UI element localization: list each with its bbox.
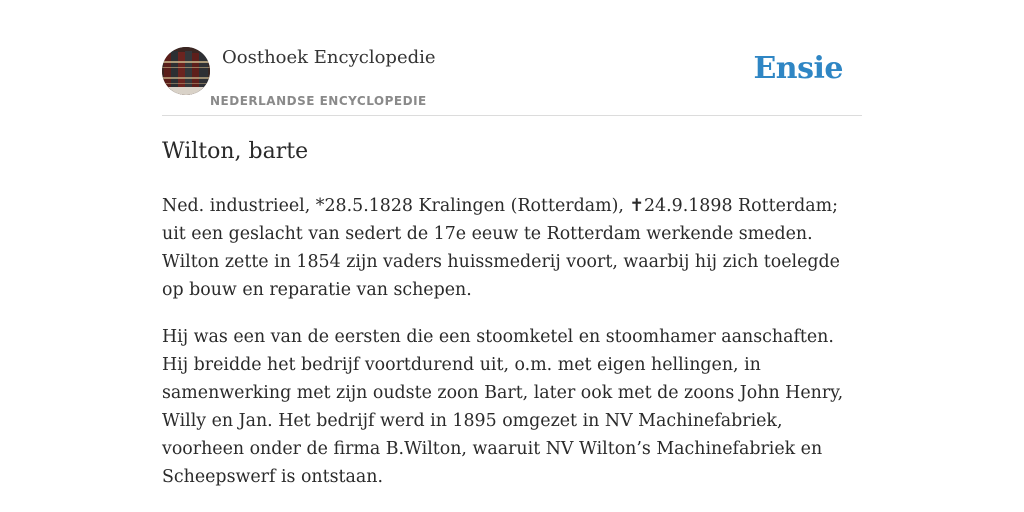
brand-logo[interactable]: Ensie <box>753 51 843 86</box>
article-paragraph-2: Hij was een van de eersten die een stoomketel en stoomhamer aanschaften. Hij breidde het bedrijf voortdurend uit, o.m. met eigen hellingen, in samenwerking met zijn oudste zoon Bart, later ook met de zoons John Henry, Willy en Jan. Het bedrijf werd in 1895 omgezet in NV Machinefabriek, voorheen onder de firma B.Wilton, waaruit NV Wilton’s Machinefabriek en Scheepswerf is ontstaan. <box>162 327 844 487</box>
site-title[interactable]: Oosthoek Encyclopedie <box>222 47 436 68</box>
site-subtitle: NEDERLANDSE ENCYCLOPEDIE <box>210 94 427 108</box>
site-header <box>162 0 862 116</box>
encyclopedia-books-icon[interactable] <box>162 47 210 95</box>
article-paragraph-1: Ned. industrieel, *28.5.1828 Kralingen (Rotterdam), ✝24.9.1898 Rotterdam; uit een geslacht van sedert de 17e eeuw te Rotterdam werkende smeden. Wilton zette in 1854 zijn vaders huissmederij voort, waarbij hij zich toelegde op bouw en reparatie van schepen. <box>162 196 840 300</box>
page <box>162 0 862 512</box>
article-title: Wilton, barte <box>162 139 309 164</box>
